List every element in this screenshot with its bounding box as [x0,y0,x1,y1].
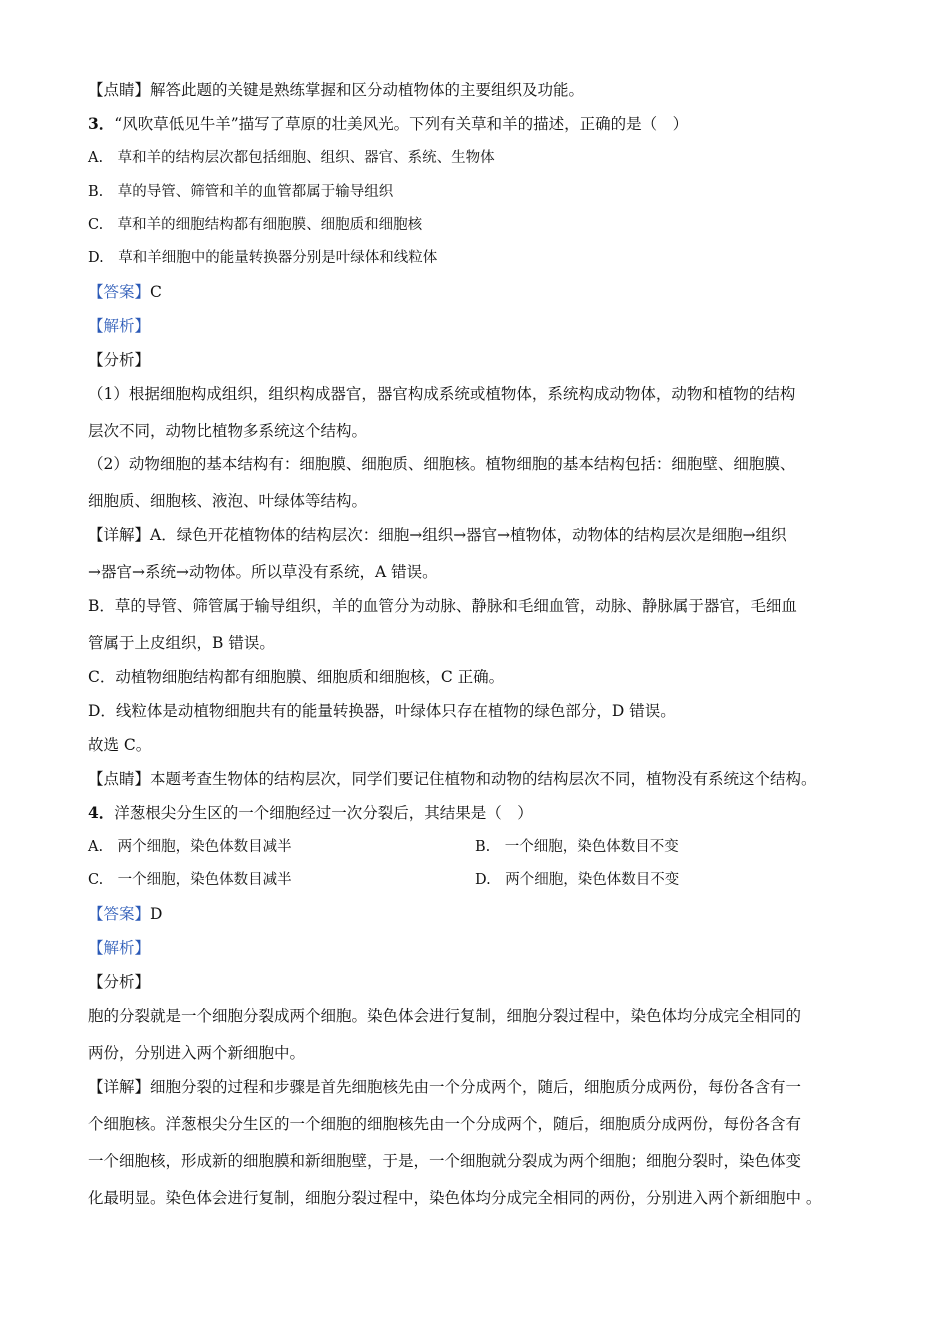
q3-option-c: C. 草和羊的细胞结构都有细胞膜、细胞质和细胞核 [88,217,423,233]
q4-detail-line-3: 一个细胞核，形成新的细胞膜和新细胞壁，于是，一个细胞就分裂成为两个细胞；细胞分裂时，染色体变 [88,1152,802,1170]
q2-dianjing-line [88,80,584,100]
q3-dianjing-text: 本题考查生物体的结构层次，同学们要记住植物和动物的结构层次不同，植物没有系统这个结构。 [150,770,817,788]
q3-option-d: D. 草和羊细胞中的能量转换器分别是叶绿体和线粒体 [88,250,438,266]
q4-stem: 洋葱根尖分生区的一个细胞经过一次分裂后，其结果是（ ） [114,804,533,822]
detail-tag: 【详解】 [88,526,151,544]
answer-tag: 【答案】 [88,905,151,923]
q4-option-c: C. 一个细胞，染色体数目减半 [88,872,292,888]
q3-stem-line [88,114,688,134]
q3-answer-line [88,282,162,302]
q3-number: 3． [88,114,115,133]
q3-detail-line-7: 故选 C。 [88,736,152,754]
q3-fenxi-line-1: （1）根据细胞构成组织，组织构成器官，器官构成系统或植物体，系统构成动物体，动物和植物的结构 [88,385,796,403]
q4-detail-line-1 [88,1077,801,1097]
q4-analysis-tag: 【解析】 [88,939,151,957]
q4-option-d: D. 两个细胞，染色体数目不变 [475,872,680,888]
q4-detail-line-4: 化最明显。染色体会进行复制，细胞分裂过程中，染色体均分成完全相同的两份，分别进入两个新细胞中 。 [88,1189,822,1207]
q3-detail-first: A．绿色开花植物体的结构层次：细胞→组织→器官→植物体，动物体的结构层次是细胞→组织 [150,526,787,544]
q3-detail-line-5: C．动植物细胞结构都有细胞膜、细胞质和细胞核，C 正确。 [88,668,505,686]
q3-analysis-tag: 【解析】 [88,317,151,335]
q4-option-a: A. 两个细胞，染色体数目减半 [88,839,292,855]
q3-fenxi-tag: 【分析】 [88,351,151,369]
q4-stem-line [88,803,533,823]
q4-fenxi-line-1: 胞的分裂就是一个细胞分裂成两个细胞。染色体会进行复制，细胞分裂过程中，染色体均分成完全相同的 [88,1007,802,1025]
q4-option-b: B. 一个细胞，染色体数目不变 [475,839,679,855]
answer-tag: 【答案】 [88,283,151,301]
q3-detail-line-6: D．线粒体是动植物细胞共有的能量转换器，叶绿体只存在植物的绿色部分，D 错误。 [88,702,676,720]
q4-detail-first: 细胞分裂的过程和步骤是首先细胞核先由一个分成两个，随后，细胞质分成两份，每份各含有一 [150,1078,802,1096]
q3-option-a: A. 草和羊的结构层次都包括细胞、组织、器官、系统、生物体 [88,150,495,166]
dianjing-tag: 【点睛】 [88,770,151,788]
q4-fenxi-line-2: 两份，分别进入两个新细胞中。 [88,1044,306,1062]
dianjing-tag: 【点睛】 [88,81,151,99]
q3-option-b: B. 草的导管、筛管和羊的血管都属于输导组织 [88,184,394,200]
q3-fenxi-line-2: 层次不同，动物比植物多系统这个结构。 [88,422,368,440]
dianjing-text: 解答此题的关键是熟练掌握和区分动植物体的主要组织及功能。 [150,81,585,99]
detail-tag: 【详解】 [88,1078,151,1096]
q4-detail-line-2: 个细胞核。洋葱根尖分生区的一个细胞的细胞核先由一个分成两个，随后，细胞质分成两份，每份各含有 [88,1115,802,1133]
q3-detail-line-2: →器官→系统→动物体。所以草没有系统，A 错误。 [88,563,438,581]
q4-answer-line [88,904,162,924]
q4-fenxi-tag: 【分析】 [88,973,151,991]
q3-detail-line-4: 管属于上皮组织，B 错误。 [88,634,275,652]
q4-answer: D [150,905,163,923]
q3-detail-line-3: B．草的导管、筛管属于输导组织，羊的血管分为动脉、静脉和毛细血管，动脉、静脉属于器官，毛细血 [88,597,797,615]
q4-number: 4． [88,803,115,822]
q3-fenxi-line-4: 细胞质、细胞核、液泡、叶绿体等结构。 [88,492,368,510]
q3-stem: “风吹草低见牛羊”描写了草原的壮美风光。下列有关草和羊的描述，正确的是（ ） [114,115,689,133]
q3-dianjing-line [88,769,817,789]
q3-detail-line-1 [88,525,787,545]
q3-answer: C [150,283,162,301]
q3-fenxi-line-3: （2）动物细胞的基本结构有：细胞膜、细胞质、细胞核。植物细胞的基本结构包括：细胞壁、细胞膜、 [88,455,796,473]
